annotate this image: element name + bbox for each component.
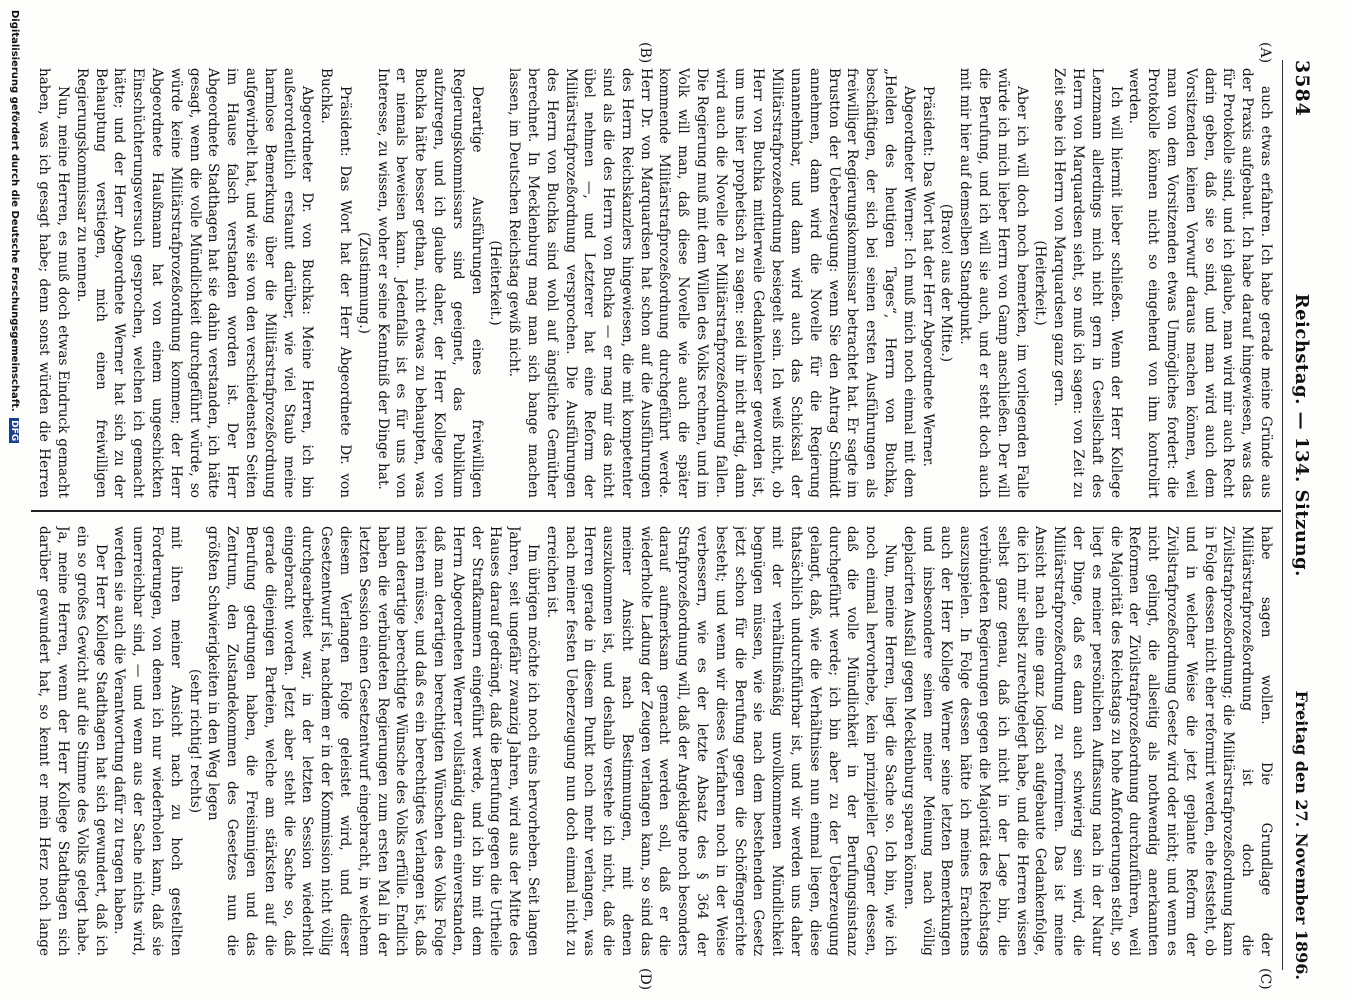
paragraph: auch etwas erfahren. Ich habe gerade meine Gründe aus der Praxis aufgebaut. Ich habe darauf hingewiesen, was das für Protokolle sind, und ich glaube, man wird mir auch Recht darin geben, daß sie so sind, und man wird auch dem Vorsitzenden keinen Vorwurf daraus machen können, weil man von dem Vorsitzenden etwas Unmögliches fordert: die Protokolle können nicht so eingehend von ihm kontrolirt werden. [1126, 68, 1274, 498]
header-rule [1282, 60, 1283, 970]
paragraph: Der Herr Kollege Stadthagen hat sich gewundert, daß ich ein so großes Gewicht auf die Stimme des Volks gelegt habe. Ja, meine Herren, wenn der Herr Kollege Stadthagen sich darüber gewundert hat, so kennt er mein Herz noch lange [36, 526, 109, 956]
dfg-logo: DFG [9, 420, 19, 442]
speaker-paragraph: Abgeordneter Werner: Ich muß mich noch einmal mit dem „Helden des heutigen Tages“, Herrn von Buchka, beschäftigen, der sich bei seinen ersten Ausführungen als freiwilliger Regierungskommissar betrachtet hat. Er sagte im Brustton der Ueberzeugung: wenn Sie den Antrag Schmidt annehmen, dann wird die Novelle für die Regierung unannehmbar, und dann wird auch das Schicksal der Militärstrafprozeßordnung besiegelt sein. Ich weiß nicht, ob Herr von Buchka mittlerweile Gedankenleser geworden ist, um uns hier prophetisch zu sagen: seid ihr nicht artig, dann wird auch die Novelle der Militärstrafprozeßordnung fallen. Die Regierung muß mit dem Willen des Volks rechnen, und im Volk will man, daß diese Novelle wie auch die später kommende Militärstrafprozeßordnung durchgeführt werde. Herr Dr. von Marquardsen hat schon auf die Ausführungen des Herrn Reichskanzlers hingewiesen, die mit kompetenter sind als die des Herrn von Buchka — er mag mir das nicht übel nehmen —, und Letzterer hat eine Reform der Militärstrafprozeßordnung versprochen. Die Ausführungen des Herrn von Buchka sind wohl auf ängstliche Gemüther berechnet. In Mecklenburg mag man sich bange machen lassen, im Deutschen Reichstag gewiß nicht. [506, 68, 917, 498]
paragraph: Im übrigen möchte ich noch eins hervorheben. Seit langen Jahren, seit ungefähr zwanzig Jahren, wird aus der Mitte des Hauses darauf gedrängt, daß die Berufung gegen die Urtheile der Strafkammern eingeführt werde, und ich bin mit dem Herrn Abgeordneten Werner vollständig darin einverstanden, daß man derartigen berechtigten Wünschen des Volks Folge leisten müsse, und daß es ein berechtigtes Verlangen ist, daß man derartige berechtigte Wünsche des Volks erfülle. Endlich haben die verbündeten Regierungen zum ersten Mal in der letzten Session einen Gesetzentwurf eingebracht, in welchem diesem Verlangen Folge geleistet wird, und dieser Gesetzentwurf ist, nachdem er in der Kommission nicht völlig durchgearbeitet war, in der letzten Session wiederholt eingebracht worden. Jetzt aber steht die Sache so, daß gerade diejenigen Parteien, welche am stärksten auf die Berufung gedrungen haben, die Freisinnigen und das Zentrum, den Zustandekommen des Gesetzes nun die größten Schwierigkeiten in den Weg legen [205, 526, 541, 956]
interjection: (Heiterkeit.) [487, 240, 504, 326]
margin-marker-a: (A) [1257, 42, 1273, 64]
page-header [1285, 60, 1313, 980]
paragraph: Ich will hiermit lieber schließen. Wenn der Herr Kollege Lenzmann allerdings mich nicht gern in Gesellschaft des Herrn von Marquardsen sieht, so muß ich sagen: von Zeit zu Zeit sehe ich Herrn von Marquardsen ganz gern. [1051, 68, 1124, 498]
margin-marker-b: (B) [637, 42, 653, 64]
page-title: Reichstag. — 134. Sitzung. [1291, 293, 1312, 577]
digitization-note: Digitalisierung gefördert durch die Deutsche Forschungsgemeinschaft. [9, 10, 20, 412]
paragraph: Aber ich will doch noch bemerken, im vorliegenden Falle würde ich mich lieber Herrn von Gamp anschließen. Der will die Berufung, und ich will sie auch, und er steht doch auch mit mir hier auf demselben Standpunkt. [957, 68, 1030, 498]
right-column [35, 526, 1275, 956]
interjection: (sehr richtig! rechts) [186, 668, 203, 814]
interjection: (Zustimmung.) [355, 232, 372, 334]
speaker-paragraph: Präsident: Das Wort hat der Herr Abgeordnete Dr. von Buchka. [318, 68, 353, 498]
digitization-credit [9, 10, 20, 443]
paragraph: habe sagen wollen. Die Grundlage der Militärstrafprozeßordnung ist doch die Zivilstrafprozeßordnung; die Militärstrafprozeßordnung kann in Folge dessen nicht eher reformirt werden, ehe feststeht, ob und in welcher Weise die jetzt geplante Reform der Zivilstrafprozeßordnung Gesetz wird oder nicht; und wenn es nicht gelingt, die allseitig als nothwendig anerkannten Reformen der Zivilstrafprozeßordnung durchzuführen, weil die Majorität des Reichstags zu hohe Anforderungen stellt, so liegt es meiner persönlichen Auffassung nach in der Natur der Dinge, daß es dann auch schwierig sein wird, die Militärstrafprozeßordnung zu reformiren. Das ist meine Ansicht nach eine ganz logisch aufgebaute Gedankenfolge, die ich mir selbst zurechtgelegt habe, und die Herren wissen selbst ganz genau, daß ich nicht in der Lage bin, die verbündeten Regierungen gegen die Majorität des Reichstags auszuspielen. In Folge dessen hätte ich meines Erachtens auch der Herr Kollege Werner seine letzten Bemerkungen und insbesondere seinen meiner Meinung nach völlig deplacirten Ausfall gegen Mecklenburg sparen können. [900, 526, 1274, 956]
paragraph: Nun, meine Herren, es muß doch etwas Eindruck gemacht haben, was ich gesagt habe; denn sonst würden die Herren [36, 68, 71, 498]
margin-marker-d: (D) [637, 968, 653, 991]
paragraph: mit ihren meiner Ansicht nach zu hoch gestellten Forderungen, von denen ich nur wiederholen kann, daß sie unerreichbar sind, — und wenn aus der Sache nichts wird, werden sie auch die Verantwortung dafür zu tragen haben. [111, 526, 184, 956]
page-number: 3584 [1291, 60, 1313, 117]
column-divider [31, 510, 1281, 512]
paragraph: Nun, meine Herren, liegt die Sache so. Ich bin, wie ich noch einmal hervorhebe, kein prinzipieller Gegner dessen, daß die volle Mündlichkeit in der Berufungsinstanz durchgeführt werde; ich bin aber zu der Ueberzeugung gelangt, daß, wie die Verhältnisse nun einmal liegen, diese thatsächlich undurchführbar ist, und wir werden uns daher mit der verhältnißmäßig unvollkommenen Mündlichkeit begnügen müssen, wie sie nach dem bestehenden Gesetz jetzt schon für die Berufung gegen die Schöffengerichte besteht; und wenn wir dieses Verfahren noch in der Weise verbessern, wie es der letzte Absatz des § 364 der Strafprozeßordnung will, daß der Angeklagte noch besonders darauf aufmerksam gemacht werden soll, daß er die wiederholte Ladung der Zeugen verlangen kann, so sind das meiner Ansicht nach Bestimmungen, mit denen auszukommen ist, und deshalb verstehe ich nicht, daß die Herren gerade in diesem Punkt noch mehr verlangen, was nach meiner festen Ueberzeugung nun doch einmal nicht zu erreichen ist. [543, 526, 899, 956]
speaker-paragraph: Abgeordneter Dr. von Buchka: Meine Herren, ich bin außerordentlich erstaunt darüber, wie viel Staub meine harmlose Bemerkung über die Militärstrafprozeßordnung aufgewirbelt hat, und wie sie von den verschiedensten Seiten im Hause falsch verstanden worden ist. Der Herr Abgeordnete Stadthagen hat sie dahin verstanden, ich hätte gesagt, wenn die volle Mündlichkeit durchgeführt würde, so würde keine Militärstrafprozeßordnung kommen; der Herr Abgeordnete Haußmann hat von einem ungeschickten Einschüchterungsversuch gesprochen, welchen ich gemacht hätte; und der Herr Abgeordnete Werner hat sich zu der Behauptung verstiegen, mich einen freiwilligen Regierungskommissar zu nennen. [73, 68, 316, 498]
paragraph: Derartige Ausführungen eines freiwilligen Regierungskommissars sind geeignet, das Publikum aufzuregen, und ich glaube daher, der Herr Kollege von Buchka hätte besser gethan, nicht etwas zu behaupten, was er niemals beweisen kann. Jedenfalls ist es für uns von Interesse, zu wissen, woher er seine Kenntniß der Dinge hat. [374, 68, 485, 498]
interjection: (Bravo! aus der Mitte.) [938, 203, 955, 363]
speaker-paragraph: Präsident: Das Wort hat der Herr Abgeordnete Werner. [919, 86, 936, 467]
session-date: Freitag den 27. November 1896. [1292, 690, 1311, 980]
interjection: (Heiterkeit.) [1032, 240, 1049, 326]
margin-marker-c: (C) [1257, 968, 1273, 990]
left-column [35, 68, 1275, 498]
